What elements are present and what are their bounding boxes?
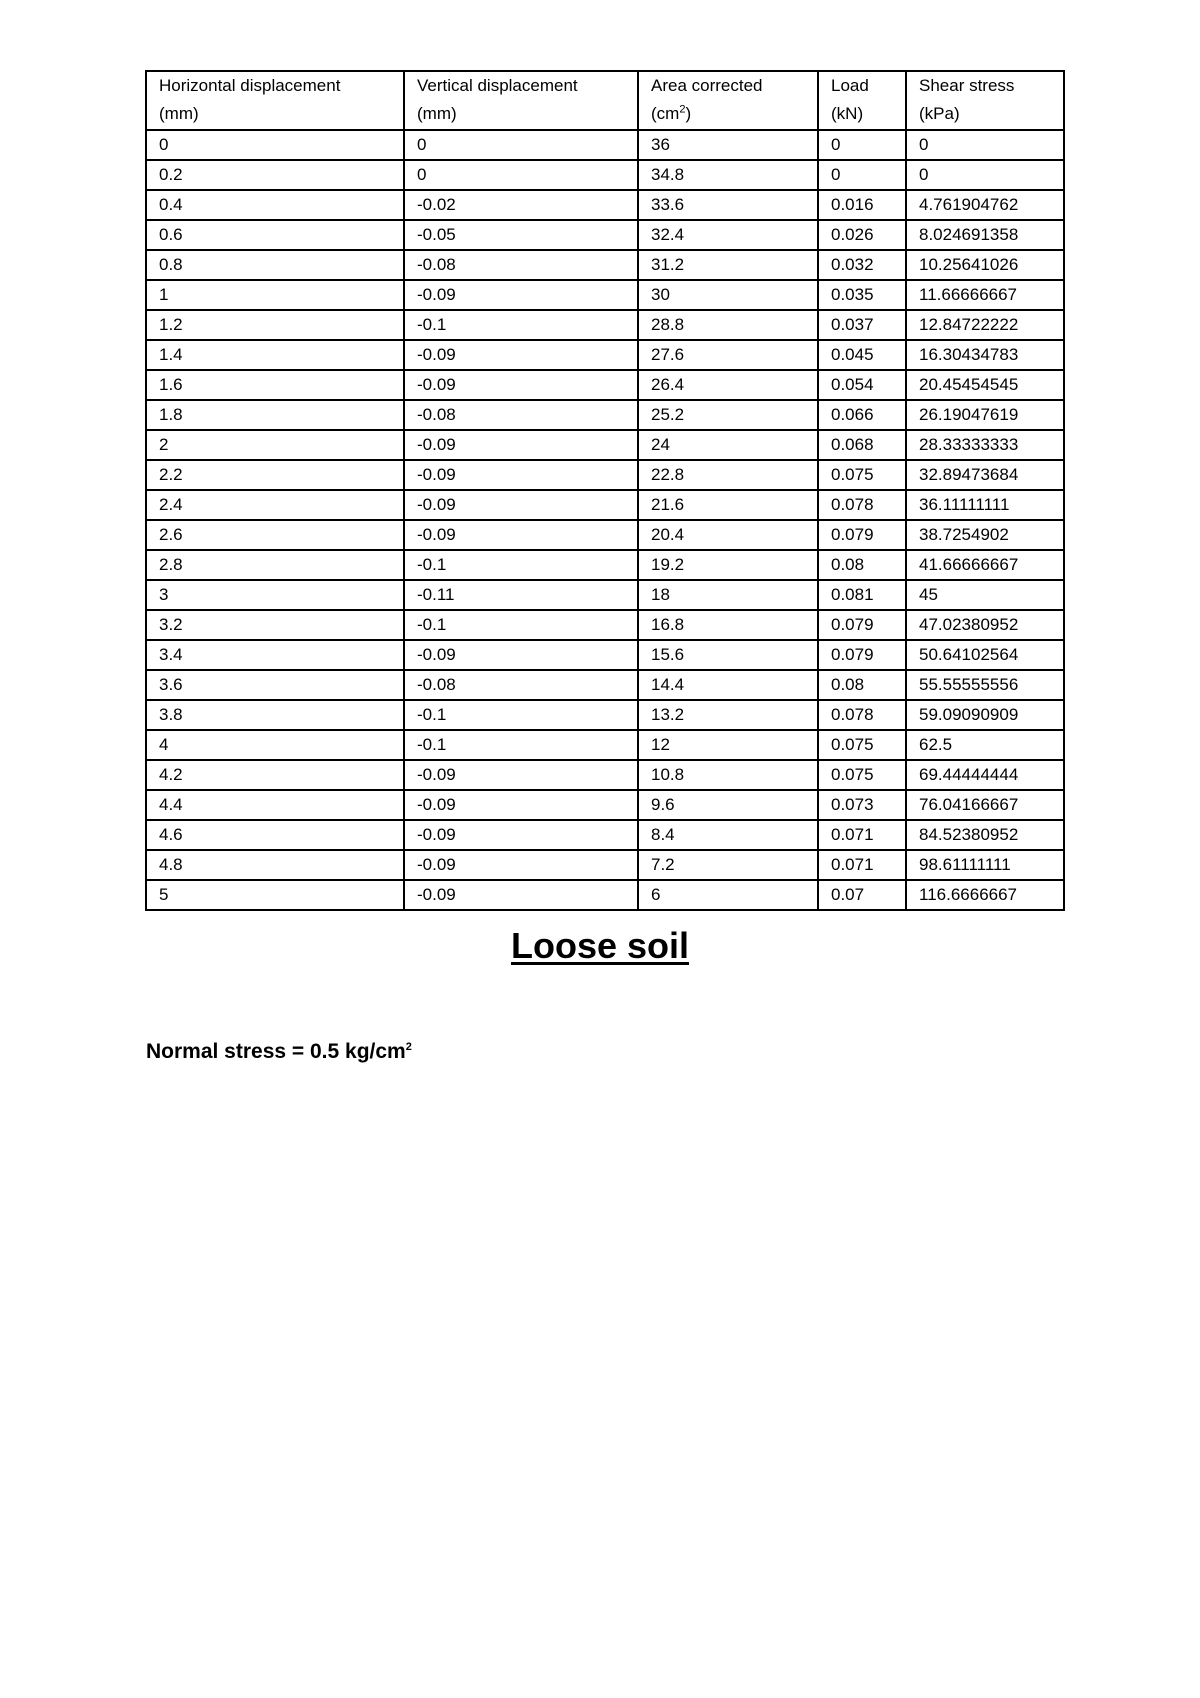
table-cell: 16.30434783 (906, 340, 1064, 370)
table-cell: 33.6 (638, 190, 818, 220)
table-cell: 1.6 (146, 370, 404, 400)
table-cell: -0.11 (404, 580, 638, 610)
normal-stress-text: Normal stress = 0.5 kg/cm (146, 1040, 406, 1063)
table-cell: 1.4 (146, 340, 404, 370)
table-cell: 84.52380952 (906, 820, 1064, 850)
table-row (146, 280, 1064, 310)
table-cell: 4 (146, 730, 404, 760)
table-row (146, 220, 1064, 250)
header-line2: $(cm^2)$ (651, 103, 692, 123)
table-cell: 4.2 (146, 760, 404, 790)
normal-stress-superscript: 2 (405, 1041, 412, 1053)
table-cell: -0.1 (404, 730, 638, 760)
table-cell: 0.078 (818, 700, 906, 730)
table-cell: 50.64102564 (906, 640, 1064, 670)
table-cell: 5 (146, 880, 404, 910)
table-header-row (146, 71, 1064, 130)
table-cell: 1 (146, 280, 404, 310)
table-cell: 0.6 (146, 220, 404, 250)
table-row (146, 880, 1064, 910)
table-row (146, 820, 1064, 850)
table-cell: 0.068 (818, 430, 906, 460)
table-cell: 2.8 (146, 550, 404, 580)
table-cell: 25.2 (638, 400, 818, 430)
table-cell: -0.09 (404, 340, 638, 370)
table-body (146, 130, 1064, 910)
table-row (146, 250, 1064, 280)
header-line2: (kN) (831, 104, 864, 123)
table-cell: 12 (638, 730, 818, 760)
table-cell: 19.2 (638, 550, 818, 580)
table-cell: 0.079 (818, 640, 906, 670)
header-line1: Vertical displacement (417, 76, 578, 95)
table-cell: 2 (146, 430, 404, 460)
table-cell: -0.09 (404, 850, 638, 880)
table-row (146, 610, 1064, 640)
table-row (146, 370, 1064, 400)
table-row (146, 670, 1064, 700)
table-row (146, 490, 1064, 520)
table-cell: 10.8 (638, 760, 818, 790)
header-line2: (mm) (417, 104, 457, 123)
table-cell: 47.02380952 (906, 610, 1064, 640)
table-cell: 0 (906, 130, 1064, 160)
table-cell: 1.2 (146, 310, 404, 340)
shear-test-table (145, 70, 1065, 911)
table-cell: -0.09 (404, 760, 638, 790)
table-cell: 8.024691358 (906, 220, 1064, 250)
table-cell: 30 (638, 280, 818, 310)
table-row (146, 850, 1064, 880)
table-cell: 0.08 (818, 550, 906, 580)
table-row (146, 430, 1064, 460)
table-row (146, 310, 1064, 340)
table-row (146, 580, 1064, 610)
table-cell: 0.078 (818, 490, 906, 520)
table-cell: 4.8 (146, 850, 404, 880)
table-cell: 22.8 (638, 460, 818, 490)
table-cell: 98.61111111 (906, 850, 1064, 880)
table-cell: 0.2 (146, 160, 404, 190)
table-cell: 0.07 (818, 880, 906, 910)
header-line1: Load (831, 76, 869, 95)
table-cell: 0.071 (818, 850, 906, 880)
table-cell: 0.079 (818, 520, 906, 550)
table-cell: 32.4 (638, 220, 818, 250)
table-cell: -0.02 (404, 190, 638, 220)
table-cell: -0.08 (404, 250, 638, 280)
table-cell: 20.45454545 (906, 370, 1064, 400)
table-cell: 59.09090909 (906, 700, 1064, 730)
header-line1: Area corrected (651, 76, 763, 95)
table-cell: 26.19047619 (906, 400, 1064, 430)
table-cell: -0.09 (404, 820, 638, 850)
table-cell: 9.6 (638, 790, 818, 820)
table-cell: 3.4 (146, 640, 404, 670)
table-cell: -0.08 (404, 400, 638, 430)
table-cell: 0.8 (146, 250, 404, 280)
table-cell: -0.09 (404, 370, 638, 400)
table-cell: 12.84722222 (906, 310, 1064, 340)
table-cell: 0.079 (818, 610, 906, 640)
table-cell: 0.4 (146, 190, 404, 220)
table-cell: -0.09 (404, 520, 638, 550)
table-cell: -0.08 (404, 670, 638, 700)
table-cell: -0.1 (404, 610, 638, 640)
table-cell: 0.081 (818, 580, 906, 610)
table-cell: 1.8 (146, 400, 404, 430)
table-cell: 34.8 (638, 160, 818, 190)
table-cell: 116.6666667 (906, 880, 1064, 910)
table-cell: 4.6 (146, 820, 404, 850)
table-cell: 15.6 (638, 640, 818, 670)
table-cell: 0.035 (818, 280, 906, 310)
table-cell: 14.4 (638, 670, 818, 700)
table-cell: 13.2 (638, 700, 818, 730)
table-cell: 2.6 (146, 520, 404, 550)
table-cell: 24 (638, 430, 818, 460)
table-cell: 3 (146, 580, 404, 610)
table-cell: 3.2 (146, 610, 404, 640)
table-cell: -0.09 (404, 280, 638, 310)
table-cell: 3.8 (146, 700, 404, 730)
table-cell: 0.032 (818, 250, 906, 280)
table-cell: 0.071 (818, 820, 906, 850)
header-vertical-displacement (404, 71, 638, 130)
table-cell: 0.054 (818, 370, 906, 400)
table-cell: 20.4 (638, 520, 818, 550)
table-cell: -0.1 (404, 310, 638, 340)
table-cell: 11.66666667 (906, 280, 1064, 310)
table-cell: 0.037 (818, 310, 906, 340)
table-cell: -0.09 (404, 640, 638, 670)
table-cell: 6 (638, 880, 818, 910)
table-cell: 0 (818, 130, 906, 160)
header-shear-stress (906, 71, 1064, 130)
table-cell: 16.8 (638, 610, 818, 640)
header-load (818, 71, 906, 130)
table-row (146, 700, 1064, 730)
table-cell: 45 (906, 580, 1064, 610)
normal-stress-label (146, 1040, 412, 1064)
table-cell: 3.6 (146, 670, 404, 700)
table-cell: -0.09 (404, 490, 638, 520)
table-cell: 27.6 (638, 340, 818, 370)
table-cell: 4.4 (146, 790, 404, 820)
table-row (146, 400, 1064, 430)
header-area-corrected (638, 71, 818, 130)
table-cell: 28.33333333 (906, 430, 1064, 460)
header-superscript: 2 (679, 103, 686, 116)
table-cell: -0.1 (404, 550, 638, 580)
table-cell: -0.09 (404, 460, 638, 490)
table-cell: 0.08 (818, 670, 906, 700)
table-row (146, 160, 1064, 190)
table-row (146, 550, 1064, 580)
table-row (146, 520, 1064, 550)
table-cell: 0.073 (818, 790, 906, 820)
table-cell: -0.09 (404, 430, 638, 460)
table-cell: 8.4 (638, 820, 818, 850)
header-line1: Shear stress (919, 76, 1015, 95)
header-line1: Horizontal displacement (159, 76, 341, 95)
table-cell: 4.761904762 (906, 190, 1064, 220)
table-cell: 69.44444444 (906, 760, 1064, 790)
table-cell: -0.09 (404, 880, 638, 910)
table-row (146, 190, 1064, 220)
table-cell: 26.4 (638, 370, 818, 400)
table-cell: 0 (404, 160, 638, 190)
table-cell: 0.075 (818, 760, 906, 790)
header-line2: (kPa) (919, 104, 960, 123)
table-cell: 32.89473684 (906, 460, 1064, 490)
table-row (146, 130, 1064, 160)
table-row (146, 730, 1064, 760)
table-row (146, 790, 1064, 820)
table-row (146, 760, 1064, 790)
header-horizontal-displacement (146, 71, 404, 130)
table-cell: 55.55555556 (906, 670, 1064, 700)
table-cell: 0.075 (818, 730, 906, 760)
table-cell: 0.066 (818, 400, 906, 430)
table-row (146, 340, 1064, 370)
table-cell: 76.04166667 (906, 790, 1064, 820)
table-cell: 38.7254902 (906, 520, 1064, 550)
table-cell: 0.045 (818, 340, 906, 370)
table-cell: -0.09 (404, 790, 638, 820)
table-row (146, 460, 1064, 490)
table-cell: -0.1 (404, 700, 638, 730)
header-line2: (mm) (159, 104, 199, 123)
table-cell: 28.8 (638, 310, 818, 340)
table-cell: 10.25641026 (906, 250, 1064, 280)
table-cell: 18 (638, 580, 818, 610)
table-cell: -0.05 (404, 220, 638, 250)
table-cell: 36 (638, 130, 818, 160)
table-cell: 62.5 (906, 730, 1064, 760)
table-cell: 0 (146, 130, 404, 160)
table-cell: 0 (818, 160, 906, 190)
table-cell: 0 (404, 130, 638, 160)
table-cell: 7.2 (638, 850, 818, 880)
page-title: Loose soil (510, 925, 690, 966)
table-cell: 0.016 (818, 190, 906, 220)
table-cell: 0 (906, 160, 1064, 190)
table-cell: 21.6 (638, 490, 818, 520)
table-cell: 41.66666667 (906, 550, 1064, 580)
table-cell: 2.4 (146, 490, 404, 520)
table-cell: 31.2 (638, 250, 818, 280)
table-row (146, 640, 1064, 670)
table-cell: 0.026 (818, 220, 906, 250)
table-cell: 2.2 (146, 460, 404, 490)
table-cell: 0.075 (818, 460, 906, 490)
table-cell: 36.11111111 (906, 490, 1064, 520)
